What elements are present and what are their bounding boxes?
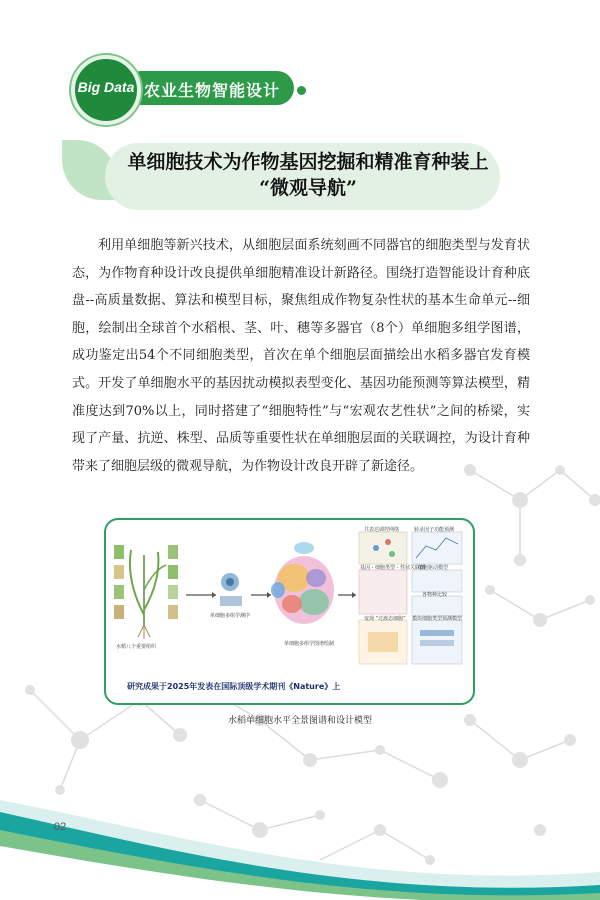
big-data-badge — [71, 55, 141, 125]
label-gene-cell-trait: 基因 - 细胞类型 - 性状关联图 — [360, 565, 425, 571]
label-perturbation: 变现 “过渡态细胞” — [364, 616, 406, 622]
single-cell-atlas-illustration — [271, 542, 334, 624]
article-title-line-1: 单细胞技术为作物基因挖掘和精准育种装上 — [127, 151, 489, 173]
label-atlas: 单细胞多组学图谱绘制 — [284, 641, 335, 647]
section-dot-icon — [297, 86, 306, 95]
figure-illustration — [106, 520, 473, 703]
figure-caption: 水稻单细胞水平全景图谱和设计模型 — [227, 716, 372, 726]
label-tf-prediction: 转录因子功能预测 — [414, 527, 455, 533]
sequencing-illustration — [220, 573, 242, 606]
label-cell-type-model: 模块细胞类型预测模型 — [412, 616, 463, 622]
article-title-line-2: “微观导航” — [259, 177, 357, 199]
article-body: 利用单细胞等新兴技术，从细胞层面系统刻画不同器官的细胞类型与发育状态，为作物育种设计改良提供单细胞精准设计新路径。围绕打造智能设计育种底盘--高质量数据、算法和模型目标，聚焦组成作物复杂性状的基本生命单元--细胞，绘制出全球首个水稻根、茎、叶、穗等多器官（8个）单细胞多组学图谱，成功鉴定出54个不同细胞类型，首次在单个细胞层面描绘出水稻多器官发育模式。开发了单细胞水平的基因扰动模拟表型变化、基因功能预测等算法模型，精准度达到70%以上，同时搭建了“细胞特性”与“宏观农艺性状”之间的桥梁，实现了产量、抗逆、株型、品质等重要性状在单细胞层面的关联调控，为设计育种带来了细胞层级的微观导航，为作物设计改良开辟了新途径。 — [72, 238, 530, 474]
page-number: 02 — [54, 821, 67, 833]
section-title: 农业生物智能设计 — [144, 81, 281, 100]
label-multiomics: 单细胞多组学测序 — [210, 613, 251, 619]
label-drive-model: 细胞驱动模型 — [418, 565, 449, 571]
nature-publication-note: 研究成果于2025年发表在国际顶级学术期刊《Nature》上 — [127, 682, 341, 691]
rice-plant-illustration — [114, 545, 178, 639]
label-organ-trait: 各物种比较 — [422, 592, 448, 598]
article-title — [108, 149, 508, 201]
figure-frame — [104, 518, 475, 705]
label-network: 共表达调控网络 — [364, 527, 400, 533]
section-header-pill — [124, 71, 294, 105]
label-rice-organs: 水稻八个重要组织 — [116, 644, 157, 650]
big-data-badge-text: Big Data — [77, 79, 135, 95]
model-panels — [359, 532, 462, 664]
